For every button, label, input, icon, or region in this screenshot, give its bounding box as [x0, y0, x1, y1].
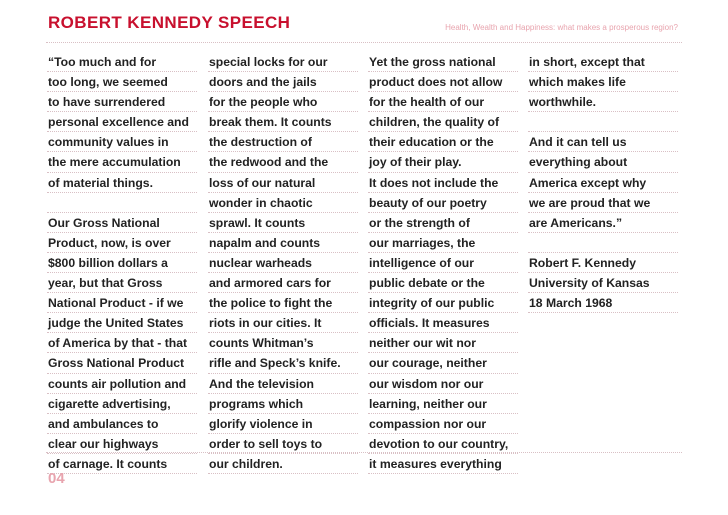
text-line: learning, neither our [368, 394, 518, 414]
report-subtitle: Health, Wealth and Happiness: what makes a prosperous region? [445, 23, 678, 32]
text-line [528, 233, 678, 253]
text-line: intelligence of our [368, 253, 518, 273]
text-line: too long, we seemed [47, 72, 197, 92]
text-line: nuclear warheads [208, 253, 358, 273]
text-line: Gross National Product [47, 353, 197, 373]
text-line: personal excellence and [47, 112, 197, 132]
text-line: and armored cars for [208, 273, 358, 293]
text-line: public debate or the [368, 273, 518, 293]
text-line: Yet the gross national [368, 52, 518, 72]
text-line: clear our highways [47, 434, 197, 454]
text-line: the redwood and the [208, 152, 358, 172]
text-line: joy of their play. [368, 152, 518, 172]
text-line: our courage, neither [368, 353, 518, 373]
header-divider [46, 42, 682, 43]
text-line: their education or the [368, 132, 518, 152]
text-line: community values in [47, 132, 197, 152]
text-line: and ambulances to [47, 414, 197, 434]
text-line: rifle and Speck’s knife. [208, 353, 358, 373]
text-line: of carnage. It counts [47, 454, 197, 474]
page-title: ROBERT KENNEDY SPEECH [48, 13, 291, 32]
text-line: worthwhile. [528, 92, 678, 112]
text-column-3 [368, 52, 518, 474]
text-line: counts Whitman’s [208, 333, 358, 353]
text-line: it measures everything [368, 454, 518, 474]
text-line: we are proud that we [528, 193, 678, 213]
text-line: the mere accumulation [47, 152, 197, 172]
text-line [47, 193, 197, 213]
text-line: glorify violence in [208, 414, 358, 434]
text-line: year, but that Gross [47, 273, 197, 293]
text-line: our wisdom nor our [368, 374, 518, 394]
text-line: the police to fight the [208, 293, 358, 313]
text-line: And the television [208, 374, 358, 394]
text-line: everything about [528, 152, 678, 172]
text-line [528, 112, 678, 132]
text-line: are Americans.” [528, 213, 678, 233]
text-line: compassion nor our [368, 414, 518, 434]
text-line: Robert F. Kennedy [528, 253, 678, 273]
text-column-4 [528, 52, 678, 313]
text-line: children, the quality of [368, 112, 518, 132]
text-line: programs which [208, 394, 358, 414]
text-line: order to sell toys to [208, 434, 358, 454]
text-line: to have surrendered [47, 92, 197, 112]
text-line: America except why [528, 173, 678, 193]
text-column-2 [208, 52, 358, 474]
text-line: beauty of our poetry [368, 193, 518, 213]
text-line: $800 billion dollars a [47, 253, 197, 273]
text-line: or the strength of [368, 213, 518, 233]
text-line: in short, except that [528, 52, 678, 72]
text-line: loss of our natural [208, 173, 358, 193]
text-line: “Too much and for [47, 52, 197, 72]
text-column-1 [47, 52, 197, 474]
text-line: It does not include the [368, 173, 518, 193]
text-line: cigarette advertising, [47, 394, 197, 414]
text-line: our marriages, the [368, 233, 518, 253]
text-line: doors and the jails [208, 72, 358, 92]
text-line: of material things. [47, 173, 197, 193]
text-line: for the health of our [368, 92, 518, 112]
text-line: wonder in chaotic [208, 193, 358, 213]
text-line: product does not allow [368, 72, 518, 92]
text-line: neither our wit nor [368, 333, 518, 353]
text-line: devotion to our country, [368, 434, 518, 454]
text-line: officials. It measures [368, 313, 518, 333]
text-line: special locks for our [208, 52, 358, 72]
text-line: riots in our cities. It [208, 313, 358, 333]
text-line: for the people who [208, 92, 358, 112]
text-line: University of Kansas [528, 273, 678, 293]
text-line: Product, now, is over [47, 233, 197, 253]
text-line: National Product - if we [47, 293, 197, 313]
text-line: our children. [208, 454, 358, 474]
text-line: break them. It counts [208, 112, 358, 132]
text-line: which makes life [528, 72, 678, 92]
text-line: Our Gross National [47, 213, 197, 233]
text-line: judge the United States [47, 313, 197, 333]
text-line: sprawl. It counts [208, 213, 358, 233]
text-line: integrity of our public [368, 293, 518, 313]
text-line: counts air pollution and [47, 374, 197, 394]
page-number: 04 [48, 470, 65, 487]
text-line: the destruction of [208, 132, 358, 152]
text-line: And it can tell us [528, 132, 678, 152]
footer-divider [46, 452, 682, 453]
text-line: of America by that - that [47, 333, 197, 353]
text-line: 18 March 1968 [528, 293, 678, 313]
text-line: napalm and counts [208, 233, 358, 253]
